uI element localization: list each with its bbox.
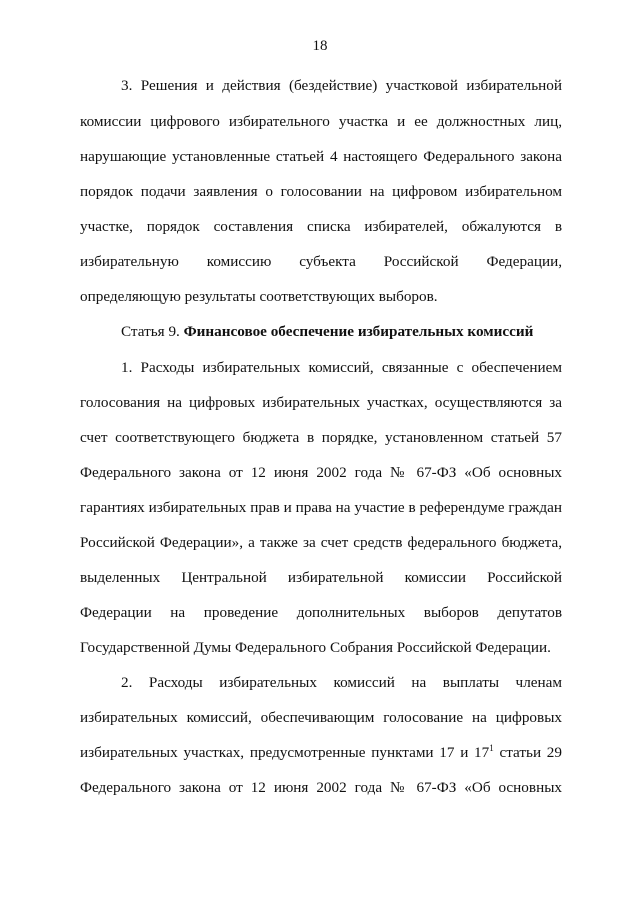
text-line: Российской Федерации», а также за счет средств федерального бюджета, — [80, 534, 562, 551]
text-line: избирательную комиссию субъекта Российской Федерации, — [80, 253, 562, 270]
text-line: Государственной Думы Федерального Собрания Российской Федерации. — [80, 639, 551, 656]
text-line: порядок подачи заявления о голосовании на цифровом избирательном — [80, 183, 562, 200]
text-line: голосования на цифровых избирательных участках, осуществляются за — [80, 394, 562, 411]
article-heading — [121, 322, 562, 342]
superscript: 1 — [489, 743, 494, 753]
article-title: Финансовое обеспечение избирательных комиссий — [183, 323, 534, 340]
text-line: 1. Расходы избирательных комиссий, связанные с обеспечением — [121, 359, 562, 376]
article-number: Статья 9. — [121, 323, 180, 340]
text-line: участке, порядок составления списка избирателей, обжалуются в — [80, 218, 562, 235]
text-line: избирательных комиссий, обеспечивающим голосование на цифровых — [80, 709, 562, 726]
text-line: нарушающие установленные статьей 4 настоящего Федерального закона — [80, 148, 562, 165]
text-fragment: избирательных участках, предусмотренные пунктами 17 и 17 — [80, 744, 490, 761]
text-line: 3. Решения и действия (бездействие) участковой избирательной — [121, 77, 562, 94]
text-line: выделенных Центральной избирательной комиссии Российской — [80, 569, 562, 586]
text-line: Федерации на проведение дополнительных выборов депутатов — [80, 604, 562, 621]
text-line: комиссии цифрового избирательного участка и ее должностных лиц, — [80, 113, 562, 130]
text-line: определяющую результаты соответствующих выборов. — [80, 288, 438, 305]
text-line: гарантиях избирательных прав и права на участие в референдуме граждан — [80, 499, 562, 516]
text-line: Федерального закона от 12 июня 2002 года № 67-ФЗ «Об основных — [80, 464, 562, 481]
text-line: Федерального закона от 12 июня 2002 года № 67-ФЗ «Об основных — [80, 779, 562, 796]
text-fragment: статьи 29 — [493, 744, 562, 761]
text-line: счет соответствующего бюджета в порядке, установленном статьей 57 — [80, 429, 562, 446]
text-line: 2. Расходы избирательных комиссий на выплаты членам — [121, 674, 562, 691]
page-number: 18 — [312, 38, 328, 54]
text-line-with-superscript — [80, 743, 562, 763]
